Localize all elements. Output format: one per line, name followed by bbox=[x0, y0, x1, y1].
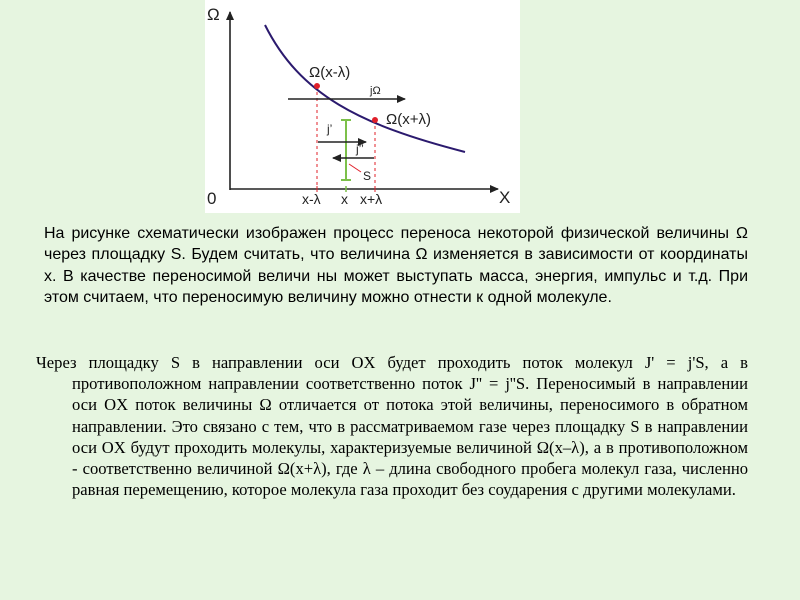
paragraph-flux-rest: J' = j'S, а в противоположном направлении соответственно поток J'' = j''S. Переносимый в направлении оси OX поток величины Ω отличается от потока этой величины, переносимого в обратном направлении. Это связано с тем, что в рассматриваемом газе через площадку S в направлении оси OX будут проходить молекулы, характеризуемые величиной Ω(x–λ), а в противоположном - соответственно величиной Ω(x+λ), где λ – длина свободного пробега молекул газа, численно равная перемещению, которое молекула газа проходит без соударения с другими молекулами. bbox=[72, 353, 748, 500]
point-left bbox=[314, 83, 320, 89]
tick-left-label: x-λ bbox=[302, 191, 321, 207]
area-label: S bbox=[363, 169, 372, 183]
flux-label: jΩ bbox=[370, 85, 381, 97]
point-left-label: Ω(x-λ) bbox=[309, 64, 351, 81]
j-prime-label: j’ bbox=[327, 122, 333, 136]
point-right bbox=[372, 117, 378, 123]
point-right-label: Ω(x+λ) bbox=[386, 111, 431, 128]
paragraph-flux bbox=[36, 352, 748, 500]
y-axis-label: Ω bbox=[207, 5, 220, 24]
tick-right-label: x+λ bbox=[360, 191, 383, 207]
j-double-prime-label: j’’ bbox=[356, 142, 364, 156]
paragraph-flux-first-line: Через площадку S в направлении оси OX будет проходить поток молекул bbox=[36, 353, 633, 372]
paragraph-intro: На рисунке схематически изображен процесс переноса некоторой физической величины Ω через площадку S. Будем считать, что величина Ω изменяется в зависимости от координаты x. В качестве переносимой величи ны может выступать масса, энергия, импульс и т.д. При этом считаем, что переносимую величину можно отнести к одной молекуле. bbox=[44, 225, 748, 307]
transport-diagram bbox=[0, 0, 800, 215]
x-axis-label: X bbox=[499, 188, 511, 207]
origin-label: 0 bbox=[207, 189, 217, 208]
tick-mid-label: x bbox=[341, 191, 348, 207]
